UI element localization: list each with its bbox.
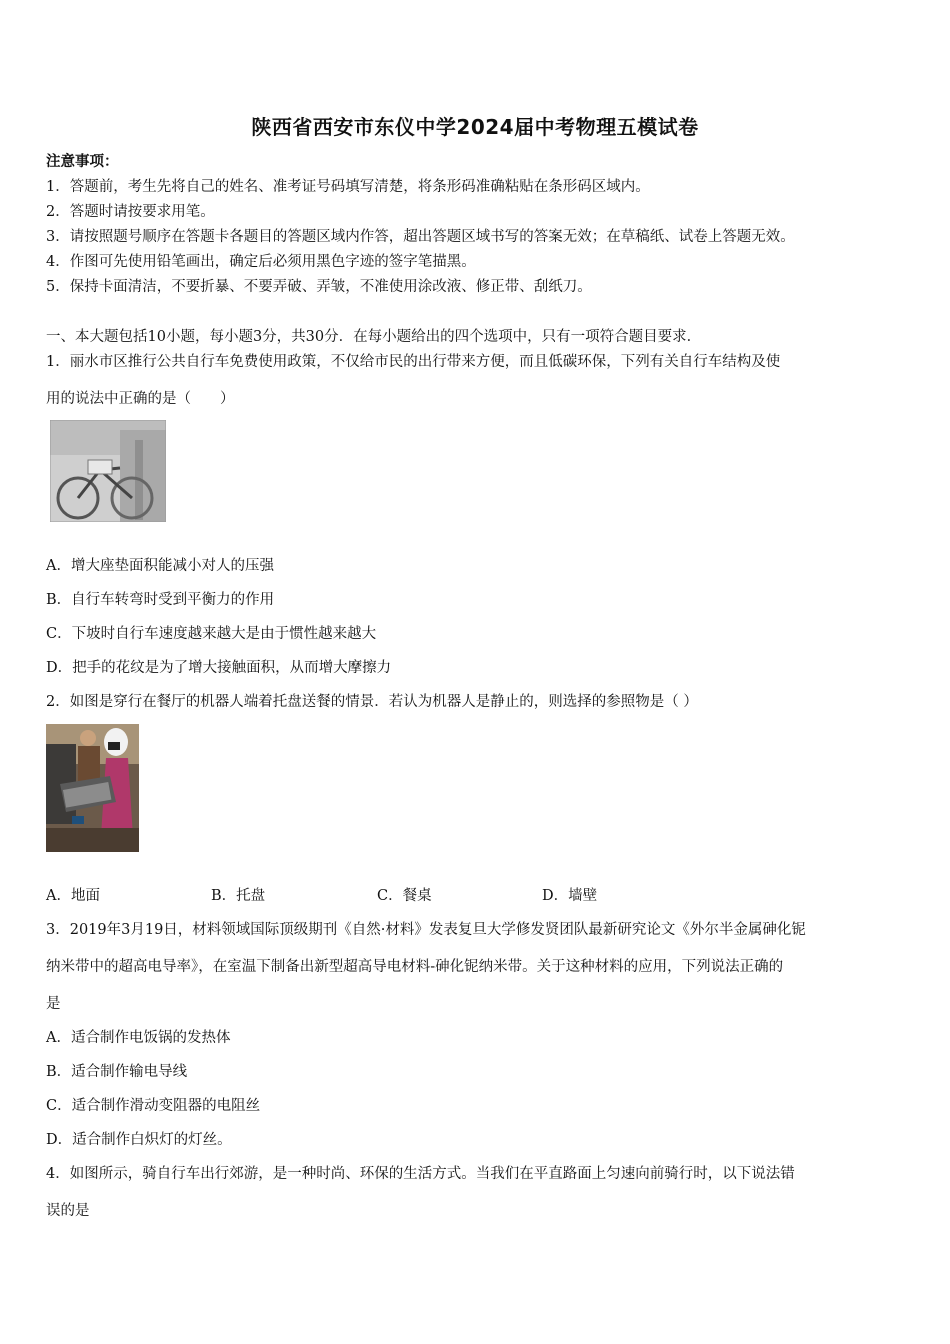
notice-item: 4．作图可先使用铅笔画出，确定后必须用黑色字迹的签字笔描黑。 xyxy=(46,254,476,270)
question-2-option-b: B．托盘 xyxy=(211,888,266,904)
section-heading: 一、本大题包括10小题，每小题3分，共30分．在每小题给出的四个选项中，只有一项符合题目要求． xyxy=(46,329,702,345)
question-3-option-c: C．适合制作滑动变阻器的电阻丝 xyxy=(46,1098,261,1114)
question-2-option-a: A．地面 xyxy=(46,888,100,904)
question-1-option-c: C．下坡时自行车速度越来越大是由于惯性越来越大 xyxy=(46,626,377,642)
notice-item: 1．答题前，考生先将自己的姓名、准考证号码填写清楚，将条形码准确粘贴在条形码区域内。 xyxy=(46,179,650,195)
question-1-option-b: B．自行车转弯时受到平衡力的作用 xyxy=(46,592,275,608)
question-4-stem: 4．如图所示，骑自行车出行郊游，是一种时尚、环保的生活方式。当我们在平直路面上匀速向前骑行时，以下说法错 xyxy=(46,1166,795,1182)
question-1-stem-cont: 用的说法中正确的是（ ） xyxy=(46,391,235,407)
question-1-option-a: A．增大座垫面积能减小对人的压强 xyxy=(46,558,274,574)
question-2-option-c: C．餐桌 xyxy=(377,888,432,904)
question-1-stem: 1．丽水市区推行公共自行车免费使用政策，不仅给市民的出行带来方便，而且低碳环保，下列有关自行车结构及使 xyxy=(46,354,781,370)
robot-photo xyxy=(46,724,139,852)
question-3-stem-end: 是 xyxy=(46,996,61,1012)
question-3-option-a: A．适合制作电饭锅的发热体 xyxy=(46,1030,231,1046)
question-4-stem-cont: 误的是 xyxy=(46,1203,90,1219)
question-3-option-d: D．适合制作白炽灯的灯丝。 xyxy=(46,1132,232,1148)
question-2-stem: 2．如图是穿行在餐厅的机器人端着托盘送餐的情景．若认为机器人是静止的，则选择的参照物是（ ） xyxy=(46,694,698,710)
notice-item: 3．请按照题号顺序在答题卡各题目的答题区域内作答，超出答题区域书写的答案无效；在草稿纸、试卷上答题无效。 xyxy=(46,229,795,245)
notice-item: 5．保持卡面清洁，不要折暴、不要弄破、弄皱，不准使用涂改液、修正带、刮纸刀。 xyxy=(46,279,592,295)
question-3-stem-cont: 纳米带中的超高电导率》，在室温下制备出新型超高导电材料-砷化铌纳米带。关于这种材料的应用，下列说法正确的 xyxy=(46,959,784,975)
notice-item: 2．答题时请按要求用笔。 xyxy=(46,204,215,220)
question-2-option-d: D．墙壁 xyxy=(542,888,598,904)
question-2-options xyxy=(46,886,906,906)
bicycle-photo xyxy=(50,420,166,522)
question-3-option-b: B．适合制作输电导线 xyxy=(46,1064,188,1080)
question-1-option-d: D．把手的花纹是为了增大接触面积，从而增大摩擦力 xyxy=(46,660,392,676)
notice-heading: 注意事项： xyxy=(46,153,119,170)
page-title: 陕西省西安市东仪中学2024届中考物理五模试卷 xyxy=(251,115,699,139)
question-3-stem: 3．2019年3月19日，材料领域国际顶级期刊《自然·材料》发表复旦大学修发贤团队最新研究论文《外尔半金属砷化铌 xyxy=(46,922,806,938)
